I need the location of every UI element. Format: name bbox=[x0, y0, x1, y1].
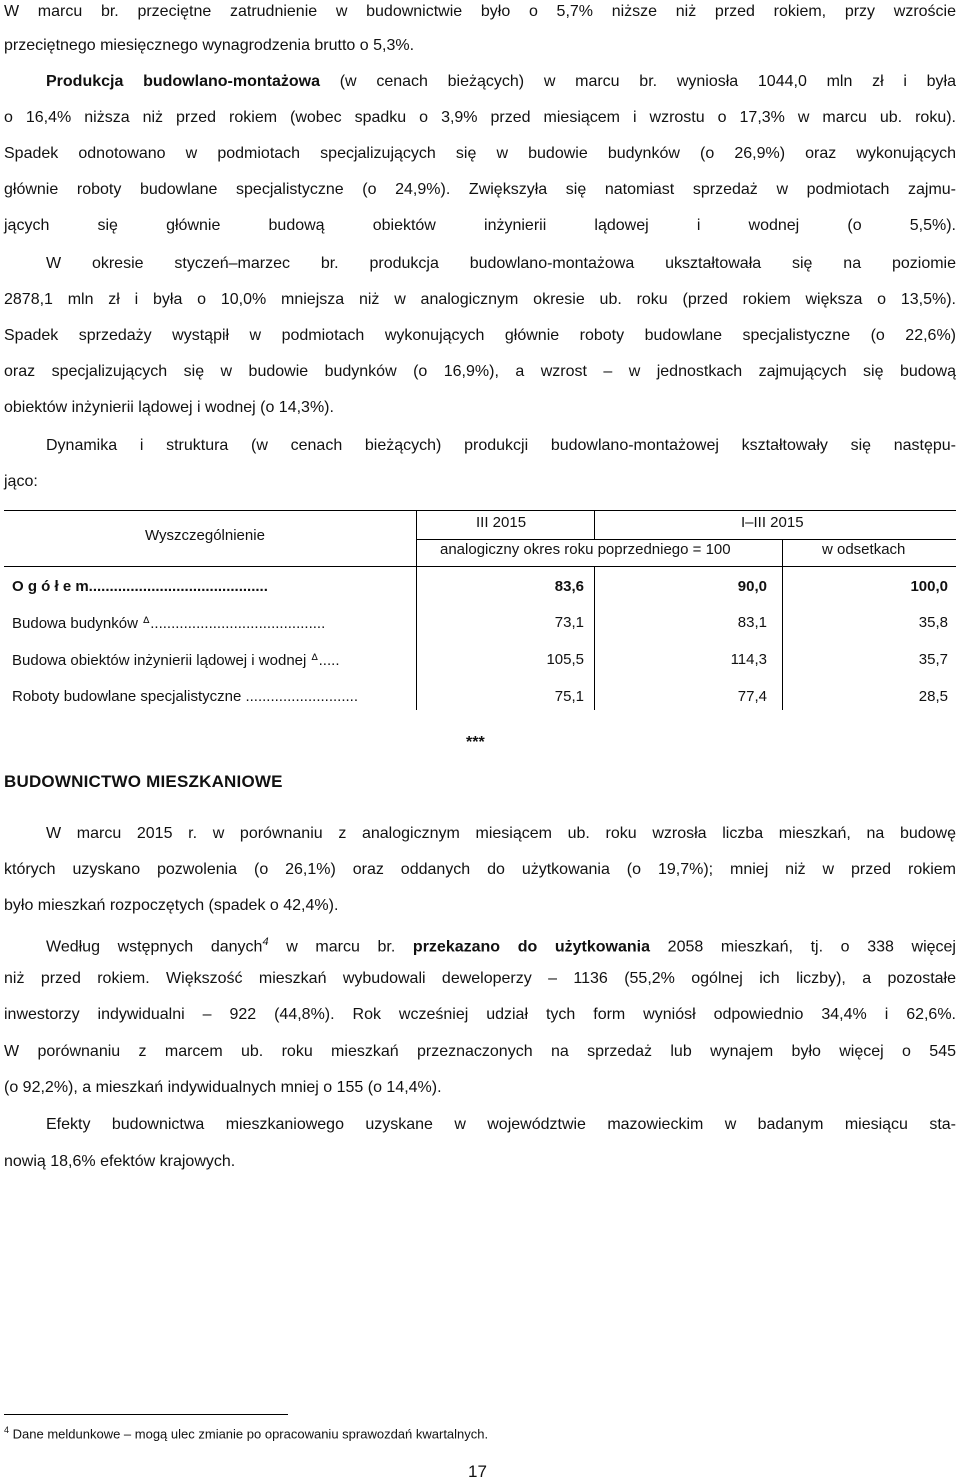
paragraph-employment-line1: W marcu br. przeciętne zatrudnienie w budownictwie było o 5,7% niższe niż przed rokiem, przy wzroście bbox=[4, 3, 956, 20]
paragraph-completed-line4: W porównaniu z marcem ub. roku mieszkań przeznaczonych na sprzedaż lub wynajem było więcej o 545 bbox=[4, 1043, 956, 1060]
paragraph-production-line1: Produkcja budowlano-montażowa (w cenach bieżących) w marcu br. wyniosła 1044,0 mln zł i była bbox=[46, 73, 956, 90]
table-header-bottom-rule bbox=[4, 566, 956, 567]
table-header-specification: Wyszczególnienie bbox=[145, 527, 265, 544]
table-cell: 105,5 bbox=[546, 651, 584, 668]
table-cell: 73,1 bbox=[554, 614, 584, 631]
table-header-divider bbox=[416, 510, 417, 566]
table-body-divider bbox=[594, 566, 595, 710]
table-row-label: Budowa budynków ᐞ.......................................... bbox=[12, 615, 326, 632]
paragraph-completed-line3: inwestorzy indywidualni ‒ 922 (44,8%). Rok wcześniej udział tych form wyniósł odpowiednio 34,4% i 62,6%. bbox=[4, 1006, 956, 1023]
table-cell: 100,0 bbox=[910, 578, 948, 595]
paragraph-period-line4: oraz specjalizujących się w budowie budynków (o 16,9%), a wzrost ‒ w jednostkach zajmujących się budową bbox=[4, 363, 956, 380]
table-cell: 77,4 bbox=[737, 688, 767, 705]
paragraph-period-line2: 2878,1 mln zł i była o 10,0% mniejsza niż w analogicznym okresie ub. roku (przed rokiem większa o 13,5%). bbox=[4, 291, 956, 308]
paragraph-housing-line1: W marcu 2015 r. w porównaniu z analogicznym miesiącem ub. roku wzrosła liczba mieszkań, na budowę bbox=[46, 825, 956, 842]
paragraph-housing-line2: których uzyskano pozwolenia (o 26,1%) oraz oddanych do użytkowania (o 19,7%); mniej niż w przed rokiem bbox=[4, 861, 956, 878]
table-header-percent: w odsetkach bbox=[822, 541, 906, 558]
table-cell: 83,6 bbox=[554, 578, 584, 595]
footnote-rule bbox=[4, 1414, 288, 1415]
paragraph-table-intro-line1: Dynamika i struktura (w cenach bieżących) produkcji budowlano-montażowej kształtowały się następu- bbox=[46, 437, 956, 454]
section-heading: BUDOWNICTWO MIESZKANIOWE bbox=[4, 772, 283, 791]
section-separator: *** bbox=[466, 734, 485, 751]
table-top-rule bbox=[4, 510, 956, 511]
table-cell: 114,3 bbox=[730, 651, 767, 668]
table-header-col2: I‒III 2015 bbox=[741, 514, 804, 531]
table-header-divider bbox=[782, 539, 783, 566]
table-row-label: O g ó ł e m........................................... bbox=[12, 578, 268, 595]
paragraph-period-line1: W okresie styczeń‒marzec br. produkcja budowlano-montażowa ukształtowała się na poziomie bbox=[46, 255, 956, 272]
paragraph-production-line4: głównie roboty budowlane specjalistyczne (o 24,9%). Zwiększyła się natomiast sprzedaż w podmiotach zajmu- bbox=[4, 181, 956, 198]
table-cell: 28,5 bbox=[918, 688, 948, 705]
table-cell: 90,0 bbox=[737, 578, 767, 595]
page-number: 17 bbox=[468, 1462, 487, 1481]
table-header-mid-rule bbox=[416, 539, 956, 540]
table-cell: 35,8 bbox=[918, 614, 948, 631]
paragraph-completed-line1: Według wstępnych danych$^4$ w marcu br. przekazano do użytkowania 2058 mieszkań, tj. o 338 więcej bbox=[46, 936, 956, 956]
table-body-divider bbox=[416, 566, 417, 710]
table-body-divider bbox=[782, 566, 783, 710]
table-cell: 83,1 bbox=[737, 614, 767, 631]
paragraph-housing-line3: było mieszkań rozpoczętych (spadek o 42,4%). bbox=[4, 897, 339, 914]
paragraph-production-line2: o 16,4% niższa niż przed rokiem (wobec spadku o 3,9% przed miesiącem i wzrostu o 17,3% w marcu ub. roku). bbox=[4, 109, 956, 126]
paragraph-completed-line5: (o 92,2%), a mieszkań indywidualnych mniej o 155 (o 14,4%). bbox=[4, 1079, 442, 1096]
table-header-divider bbox=[594, 510, 595, 539]
paragraph-table-intro-line2: jąco: bbox=[4, 473, 38, 490]
paragraph-period-line3: Spadek sprzedaży wystąpił w podmiotach wykonujących głównie roboty budowlane specjalistyczne (o 22,6%) bbox=[4, 327, 956, 344]
table-cell: 35,7 bbox=[918, 651, 948, 668]
paragraph-production-line5: jących się głównie budową obiektów inżynierii lądowej i wodnej (o 5,5%). bbox=[4, 217, 956, 234]
table-row-label: Roboty budowlane specjalistyczne ........................... bbox=[12, 688, 358, 705]
table-cell: 75,1 bbox=[554, 688, 584, 705]
table-header-subtitle: analogiczny okres roku poprzedniego = 100 bbox=[440, 541, 731, 558]
paragraph-effects-line1: Efekty budownictwa mieszkaniowego uzyskane w województwie mazowieckim w badanym miesiącu sta- bbox=[46, 1116, 956, 1133]
paragraph-effects-line2: nowią 18,6% efektów krajowych. bbox=[4, 1153, 236, 1170]
table-row-label: Budowa obiektów inżynierii lądowej i wodnej ᐞ..... bbox=[12, 652, 340, 669]
paragraph-period-line5: obiektów inżynierii lądowej i wodnej (o 14,3%). bbox=[4, 399, 334, 416]
footnote: $^4$ Dane meldunkowe ‒ mogą ulec zmianie po opracowaniu sprawozdań kwartalnych. bbox=[4, 1425, 489, 1442]
paragraph-employment-line2: przeciętnego miesięcznego wynagrodzenia brutto o 5,3%. bbox=[4, 37, 415, 54]
paragraph-completed-line2: niż przed rokiem. Większość mieszkań wybudowali deweloperzy ‒ 1136 (55,2% ogólnej ich liczby), a pozostałe bbox=[4, 970, 956, 987]
table-header-col1: III 2015 bbox=[476, 514, 527, 531]
paragraph-production-line3: Spadek odnotowano w podmiotach specjalizujących się w budowie budynków (o 26,9%) oraz wykonujących bbox=[4, 145, 956, 162]
production-term: Produkcja budowlano-montażowa bbox=[46, 73, 320, 90]
